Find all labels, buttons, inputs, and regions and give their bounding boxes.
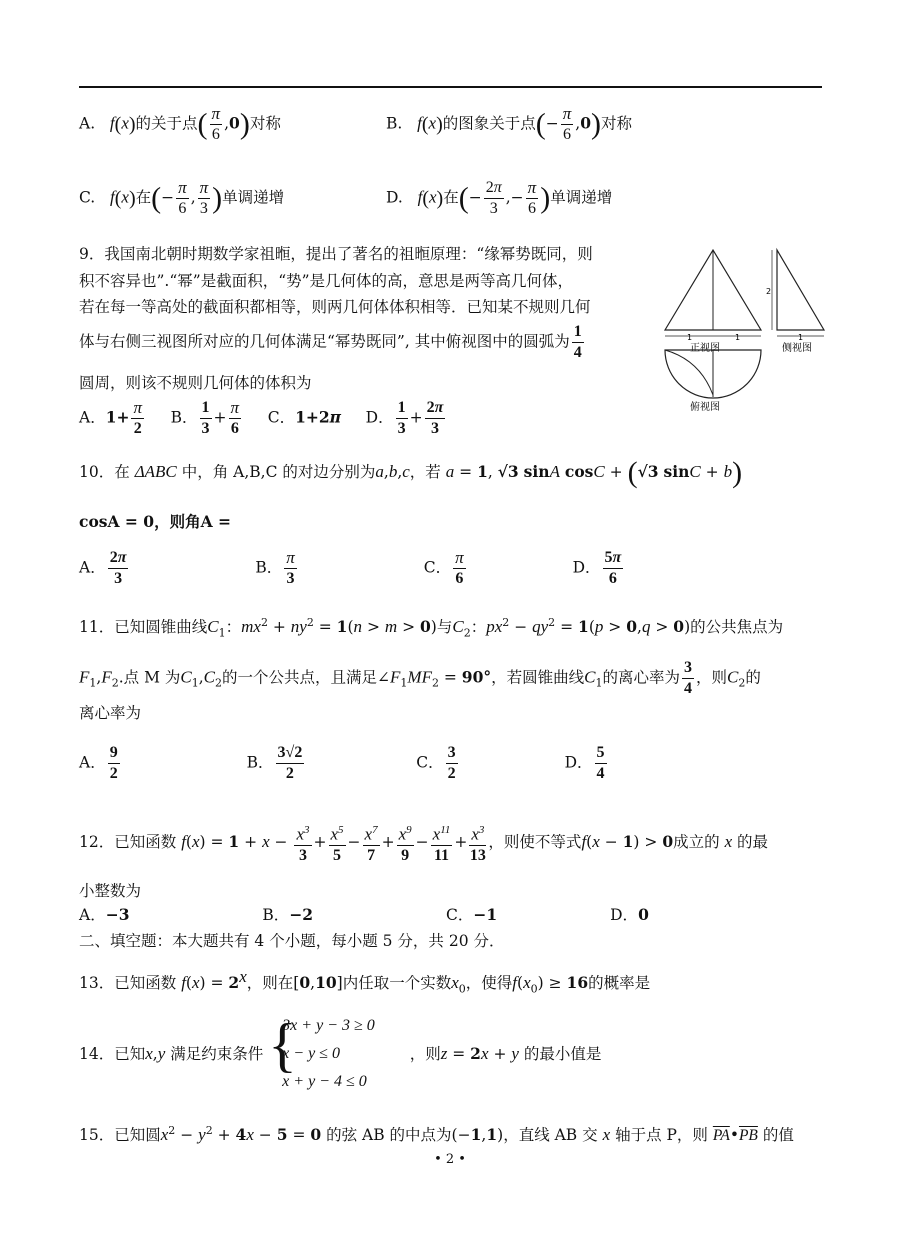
- three-view-figure: [660, 240, 830, 420]
- q10-line-2: cosA = 0，则角A =: [79, 512, 232, 531]
- q9-line-3: 若在每一等高处的截面积都相等，则两几何体体积相等．已知某不规则几何: [79, 298, 591, 316]
- q8-option-a: A. f(x)的关于点( $\frac{\pi}{6}$ ,0)对称: [79, 104, 281, 143]
- q8-option-b: B. f(x)的图象关于点(− $\frac{\pi}{6}$ ,0)对称: [386, 104, 633, 143]
- front-view-label: 正视图: [690, 343, 720, 354]
- q12-line-2: 小整数为: [79, 882, 142, 900]
- q9-options: A．1+ $\frac{\pi}{2}$ B． $\frac{1}{3}$ + $\frac{\pi}{6}$ C．1+2π D． $\frac{1}{3}$ + $\frac{2\pi}{3}$: [79, 398, 444, 437]
- q10-line-1: 10．在 ΔABC 中，角 A,B,C 的对边分别为a,b,c，若 a = 1, √3 sinA cosC + (√3 sinC + b): [79, 456, 743, 489]
- q9-line-2: 积不容异也”.“幂”是截面积，“势”是几何体的高，意思是两等高几何体，: [79, 272, 574, 290]
- q11-line-3: 离心率为: [79, 704, 142, 722]
- q11-options: A． $\frac{9}{2}$ B． $\frac{3√2}{2}$ C． $\frac{3}{2}$ D． $\frac{5}{4}$: [79, 744, 605, 782]
- q12-line-1: 12．已知函数 f(x) = 1 + x − $\frac{x^3}{3}$ + $\frac{x^5}{5}$ − $\frac{x^7}{7}$ + $\frac{x^9}{9}$ − $\frac{x^{11}}{11}$ + $\frac{x^3}{13}$ ，则使不等式f(x − 1) > 0成立的 x 的最: [79, 820, 768, 866]
- q11-line-2: $F_1,F_2$.点 M 为$C_1,C_2$的一个公共点，且满足$\angle F_1MF_2 = 90^\circ$，若圆锥曲线$C_1$的离心率为 $\frac{3}{4}$ ，则$C_2$的: [79, 659, 761, 697]
- q8-option-d: D. f(x)在(− $\frac{2\pi}{3}$ ,− $\frac{\pi}{6}$ )单调递增: [386, 178, 613, 217]
- q14-line: 14．已知x,y 满足约束条件 { 3x + y − 3 ≥ 0 x − y ≤ 0 x + y − 4 ≤ 0 ，则z = 2x + y 的最小值是: [79, 1012, 601, 1096]
- side-view-label: 侧视图: [782, 343, 812, 354]
- q8-option-c: C. f(x)在(− $\frac{\pi}{6}$ , $\frac{\pi}{3}$ )单调递增: [79, 178, 285, 217]
- side-view-triangle: [777, 250, 824, 330]
- q12-options: A．−3 B．−2 C．−1 D．0: [79, 905, 649, 924]
- top-view-label: 俯视图: [690, 402, 720, 413]
- q9-line-1: 9．我国南北朝时期数学家祖暅，提出了著名的祖暅原理：“缘幂势既同，则: [79, 245, 593, 263]
- q15-line: 15．已知圆$x^2 - y^2 + 4x - 5 = 0$ 的弦 AB 的中点为(−1,1)，直线 AB 交 x 轴于点 P，则 $\overline{PA}•\overline{PB}$ 的值: [79, 1124, 794, 1145]
- q13-line: 13．已知函数 $f(x) = 2^x$，则在[0,10]内任取一个实数$x_0$，使得$f(x_0) \ge 16$的概率是: [79, 967, 651, 996]
- constraint-system: { 3x + y − 3 ≥ 0 x − y ≤ 0 x + y − 4 ≤ 0: [268, 1012, 375, 1090]
- q9-line-5: 圆周，则该不规则几何体的体积为: [79, 374, 312, 392]
- q10-options: A． $\frac{2\pi}{3}$ B． $\frac{\pi}{3}$ C． $\frac{\pi}{6}$ D． $\frac{5\pi}{6}$: [79, 548, 622, 587]
- side-width-label: 1: [798, 333, 804, 342]
- front-width-label-2: 1: [735, 333, 741, 342]
- top-rule: [79, 86, 822, 88]
- front-width-label-1: 1: [687, 333, 693, 342]
- side-height-label: 2: [766, 287, 772, 296]
- section-2-heading: 二、填空题：本大题共有 4 个小题，每小题 5 分，共 20 分．: [79, 932, 505, 950]
- page-number: • 2 •: [434, 1152, 466, 1167]
- q9-line-4: 体与右侧三视图所对应的几何体满足“幂势既同”, 其中俯视图中的圆弧为 $\frac{1}{4}$: [79, 323, 582, 361]
- q11-line-1: 11．已知圆锥曲线$C_1$：$mx^2 + ny^2 = 1(n > m > 0)$与$C_2$：$px^2 - qy^2 = 1(p > 0,q > 0)$的公共焦点为: [79, 616, 784, 640]
